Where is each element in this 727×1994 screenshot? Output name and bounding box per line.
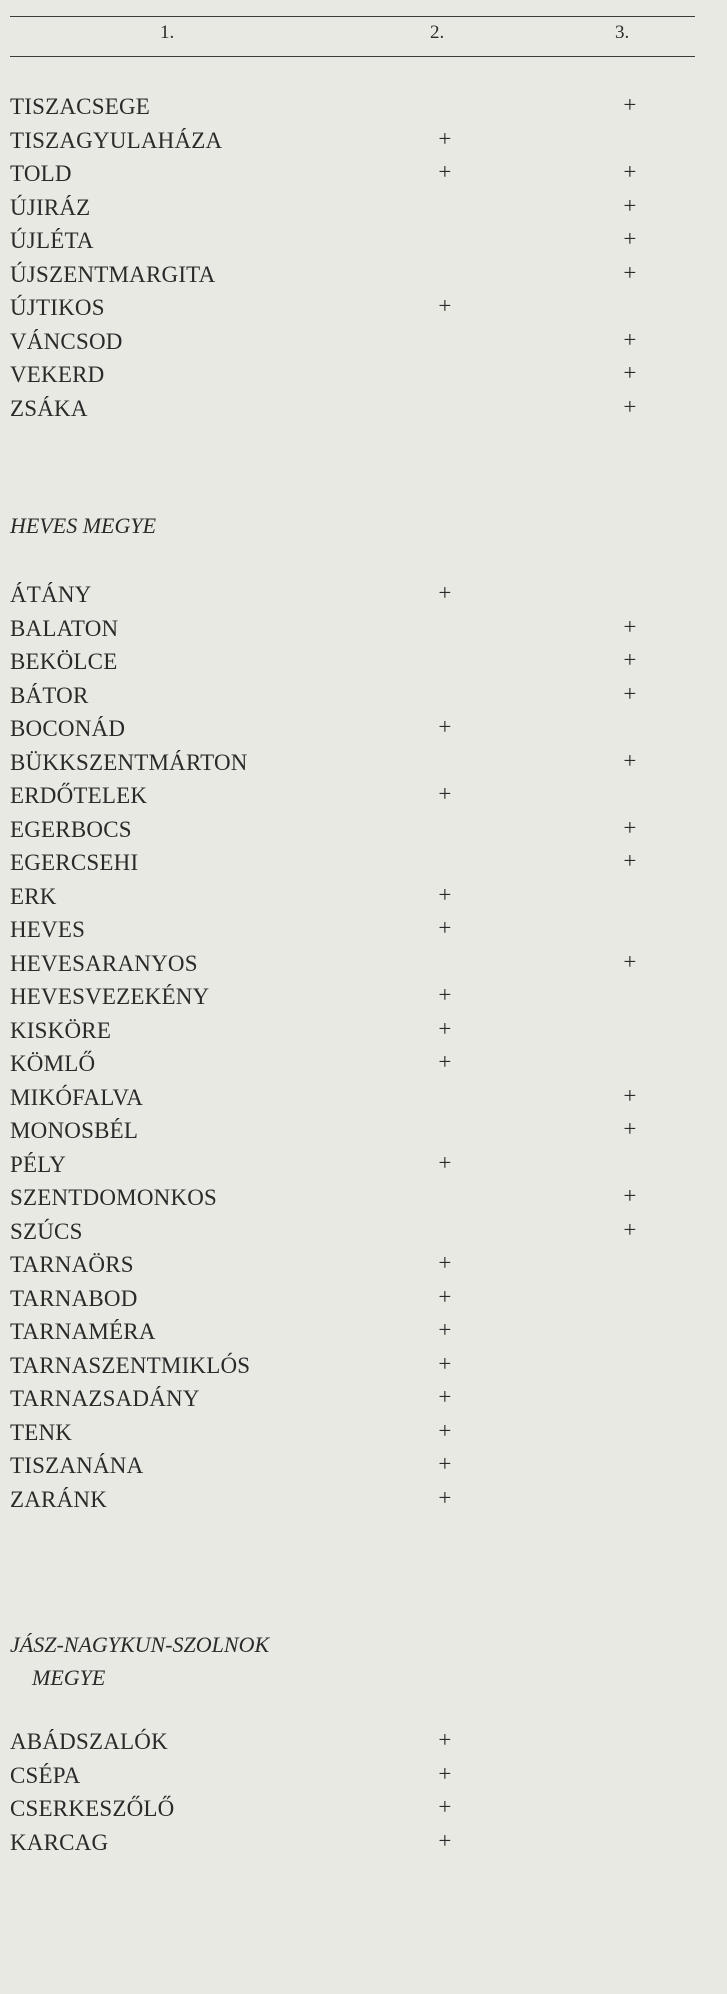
column-3-mark: + (623, 259, 637, 285)
column-3-mark: + (623, 92, 637, 117)
settlement-name: BÁTOR (10, 682, 89, 708)
header-rule (10, 56, 695, 57)
table-row (10, 1284, 670, 1318)
table-rows (10, 580, 670, 1518)
column-2-mark: + (438, 1049, 452, 1074)
table-row (10, 1485, 670, 1519)
column-2-mark: + (438, 1451, 452, 1476)
settlement-name: CSERKESZŐLŐ (10, 1796, 175, 1821)
table-row (10, 1049, 670, 1083)
settlement-name: ERDŐTELEK (10, 783, 148, 808)
settlement-name: SZENTDOMONKOS (10, 1185, 218, 1210)
column-3-mark: + (623, 1082, 637, 1108)
table-rows (10, 1727, 670, 1861)
column-2-mark: + (438, 1827, 452, 1853)
county-heading-line2: MEGYE (32, 1665, 106, 1690)
column-3-mark: + (623, 192, 637, 218)
column-2-mark: + (438, 1727, 452, 1752)
column-2-mark: + (438, 125, 452, 151)
settlement-name: TISZACSEGE (10, 94, 150, 119)
table-row (10, 1418, 670, 1452)
table-row (10, 1317, 670, 1351)
column-2-mark: + (438, 982, 452, 1007)
settlement-name: ÁTÁNY (10, 582, 92, 607)
column-2-mark: + (438, 1015, 452, 1041)
table-row (10, 681, 670, 715)
column-header-3: 3. (615, 22, 630, 43)
settlement-name: MIKÓFALVA (10, 1084, 144, 1110)
settlement-name: TARNASZENTMIKLÓS (10, 1352, 251, 1378)
table-row (10, 260, 670, 294)
county-rows-jnsz (10, 1727, 670, 1861)
column-2-mark: + (438, 881, 452, 907)
settlement-name: ABÁDSZALÓK (10, 1729, 168, 1754)
table-row (10, 1761, 670, 1795)
table-row (10, 1250, 670, 1284)
table-row (10, 1183, 670, 1217)
table-rows (10, 92, 670, 427)
settlement-name: ZSÁKA (10, 395, 88, 421)
table-row (10, 327, 670, 361)
settlement-name: TISZANÁNA (10, 1453, 144, 1478)
settlement-name: TISZAGYULAHÁZA (10, 127, 223, 153)
settlement-name: TARNAMÉRA (10, 1319, 156, 1344)
table-row (10, 226, 670, 260)
column-2-mark: + (438, 1794, 452, 1819)
settlement-name: TARNABOD (10, 1285, 138, 1311)
settlement-name: KÖMLŐ (10, 1051, 96, 1076)
column-2-mark: + (438, 1317, 452, 1342)
county-section-continued (10, 92, 670, 427)
settlement-name: ERK (10, 883, 57, 909)
county-section-heves (10, 509, 670, 542)
table-row (10, 848, 670, 882)
settlement-name: TENK (10, 1419, 73, 1445)
column-3-mark: + (623, 948, 637, 974)
top-rule (10, 16, 695, 17)
settlement-name: TARNAZSADÁNY (10, 1386, 200, 1411)
table-row (10, 394, 670, 428)
column-header-1: 1. (160, 22, 175, 43)
settlement-name: VÁNCSOD (10, 328, 123, 354)
settlement-name: VEKERD (10, 362, 105, 387)
column-3-mark: + (623, 226, 637, 251)
settlement-name: CSÉPA (10, 1762, 81, 1788)
column-3-mark: + (623, 393, 637, 419)
table-row (10, 1150, 670, 1184)
column-2-mark: + (438, 1283, 452, 1309)
county-heading-line1: JÁSZ-NAGYKUN-SZOLNOK (10, 1632, 270, 1657)
table-row (10, 1451, 670, 1485)
column-3-mark: + (623, 814, 637, 840)
settlement-name: ZARÁNK (10, 1486, 108, 1512)
settlement-name: KARCAG (10, 1829, 109, 1855)
table-row (10, 293, 670, 327)
settlement-name: BALATON (10, 615, 119, 641)
table-row (10, 193, 670, 227)
county-section-jnsz (10, 1628, 670, 1694)
settlement-name: BOCONÁD (10, 716, 126, 741)
table-row (10, 1727, 670, 1761)
table-row (10, 1016, 670, 1050)
county-heading: HEVES MEGYE (10, 513, 157, 538)
column-3-mark: + (623, 159, 637, 184)
table-row (10, 781, 670, 815)
county-rows-heves (10, 580, 670, 1518)
table-row (10, 815, 670, 849)
settlement-name: ÚJTIKOS (10, 295, 105, 320)
table-row (10, 949, 670, 983)
column-3-mark: + (623, 1216, 637, 1242)
column-3-mark: + (623, 1116, 637, 1141)
settlement-name: HEVES (10, 917, 86, 942)
settlement-name: BÜKKSZENTMÁRTON (10, 749, 248, 775)
column-header-2: 2. (430, 22, 445, 43)
table-row (10, 647, 670, 681)
table-row (10, 714, 670, 748)
column-2-mark: + (438, 293, 452, 318)
table-row (10, 915, 670, 949)
column-2-mark: + (438, 915, 452, 940)
settlement-name: TOLD (10, 161, 72, 186)
column-2-mark: + (438, 1484, 452, 1510)
settlement-name: PÉLY (10, 1151, 66, 1177)
column-2-mark: + (438, 580, 452, 605)
column-3-mark: + (623, 1183, 637, 1208)
settlement-name: KISKÖRE (10, 1017, 112, 1043)
table-row (10, 360, 670, 394)
column-3-mark: + (623, 613, 637, 639)
county-heading (10, 1628, 670, 1694)
column-2-mark: + (438, 1350, 452, 1376)
table-row (10, 580, 670, 614)
settlement-name: SZÚCS (10, 1218, 83, 1244)
settlement-name: HEVESARANYOS (10, 950, 198, 976)
settlement-name: EGERBOCS (10, 816, 132, 842)
table-row (10, 92, 670, 126)
column-3-mark: + (623, 848, 637, 873)
settlement-name: EGERCSEHI (10, 850, 139, 875)
column-3-mark: + (623, 747, 637, 773)
table-row (10, 159, 670, 193)
column-2-mark: + (438, 159, 452, 184)
column-3-mark: + (623, 647, 637, 672)
table-row (10, 1794, 670, 1828)
table-row (10, 982, 670, 1016)
settlement-name: HEVESVEZEKÉNY (10, 984, 210, 1009)
column-2-mark: + (438, 1760, 452, 1786)
column-2-mark: + (438, 1250, 452, 1275)
column-2-mark: + (438, 781, 452, 806)
column-2-mark: + (438, 714, 452, 739)
settlement-name: TARNAÖRS (10, 1252, 134, 1277)
settlement-name: MONOSBÉL (10, 1118, 139, 1143)
settlement-name: BEKÖLCE (10, 649, 118, 674)
table-row (10, 882, 670, 916)
table-row (10, 1384, 670, 1418)
table-row (10, 1828, 670, 1862)
table-row (10, 1217, 670, 1251)
settlement-name: ÚJLÉTA (10, 228, 94, 253)
settlement-name: ÚJSZENTMARGITA (10, 261, 216, 287)
column-2-mark: + (438, 1384, 452, 1409)
table-row (10, 1351, 670, 1385)
table-row (10, 614, 670, 648)
table-row (10, 1083, 670, 1117)
column-2-mark: + (438, 1149, 452, 1175)
table-row (10, 1116, 670, 1150)
settlement-name: ÚJIRÁZ (10, 194, 91, 220)
column-3-mark: + (623, 326, 637, 352)
column-2-mark: + (438, 1417, 452, 1443)
table-row (10, 748, 670, 782)
column-3-mark: + (623, 680, 637, 706)
table-row (10, 126, 670, 160)
column-3-mark: + (623, 360, 637, 385)
